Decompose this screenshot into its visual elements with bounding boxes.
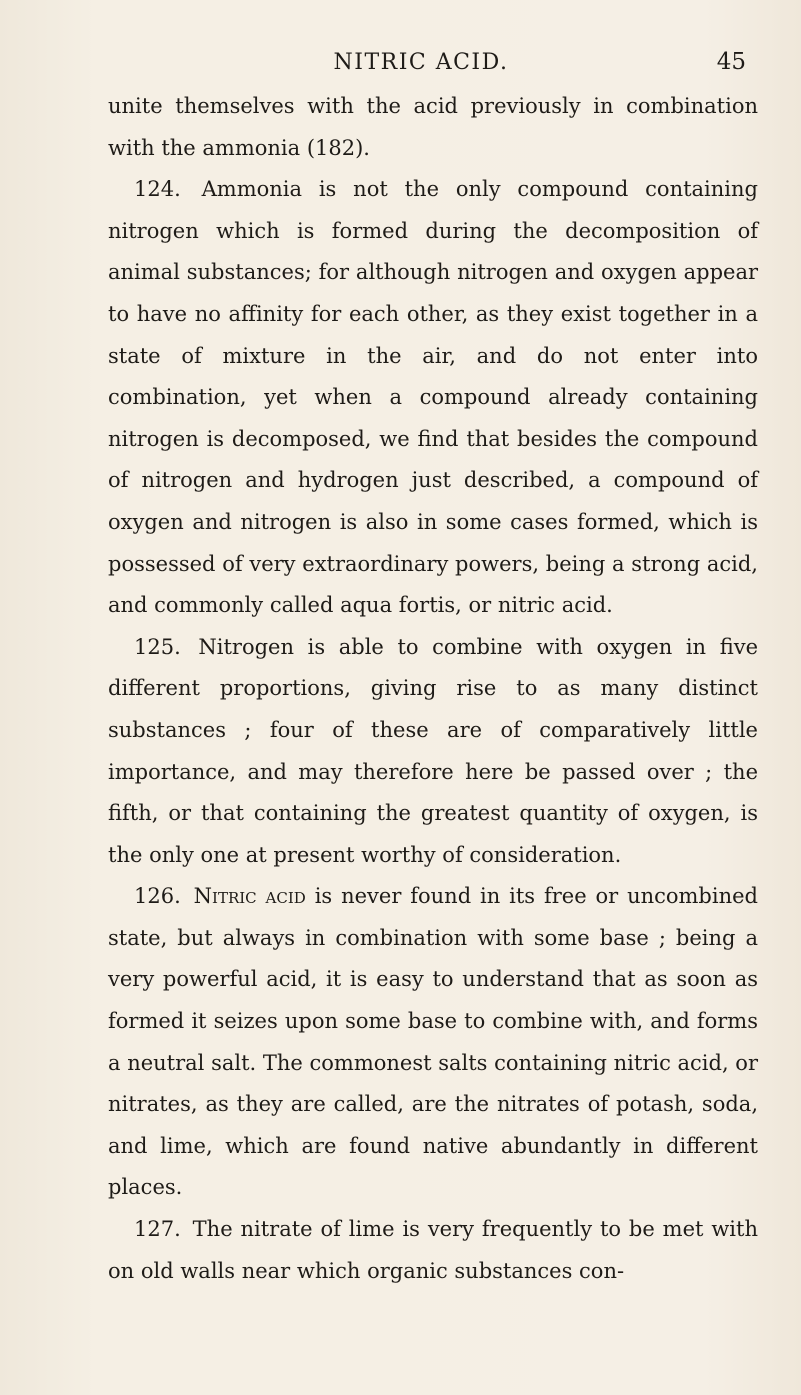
paragraph-text: unite themselves with the acid previously in combination with the ammonia (182). bbox=[108, 94, 758, 160]
paragraph-number: 125. bbox=[134, 634, 181, 659]
paragraph-126 bbox=[108, 876, 758, 1209]
running-title: NITRIC ACID. bbox=[333, 50, 509, 75]
running-head bbox=[96, 50, 746, 82]
paragraph-number: 127. bbox=[134, 1217, 181, 1242]
paragraph-term: Nitric acid bbox=[193, 884, 306, 909]
paragraph-125 bbox=[108, 627, 758, 877]
paragraph-number: 124. bbox=[134, 177, 181, 202]
page-number: 45 bbox=[716, 49, 746, 75]
paragraph-text: is never found in its free or uncombined state, but always in combination with some base ; being a very powerful acid, it is easy to understand that as soon as formed it seizes upon some base to combine with, and forms a neutral salt. The commonest salts containing nitric acid, or nitrates, as they are called, are the nitrates of potash, soda, and lime, which are found native abundantly in different places. bbox=[108, 884, 758, 1200]
paragraph-text: The nitrate of lime is very frequently to be met with on old walls near which organic substances con- bbox=[108, 1217, 758, 1283]
paragraph-127 bbox=[108, 1209, 758, 1292]
paragraph-text: Ammonia is not the only compound containing nitrogen which is formed during the decomposition of animal substances; for although nitrogen and oxygen appear to have no affinity for each other, as they exist together in a state of mixture in the air, and do not enter into combination, yet when a compound already containing nitrogen is decomposed, we find that besides the compound of nitrogen and hydrogen just described, a compound of oxygen and nitrogen is also in some cases formed, which is possessed of very extraordinary powers, being a strong acid, and commonly called aqua fortis, or nitric acid. bbox=[108, 177, 758, 618]
paragraph-continued bbox=[108, 86, 758, 169]
paragraph-text: Nitrogen is able to combine with oxygen in five different proportions, giving rise to as many distinct substances ; four of these are of comparatively little importance, and may therefore here be passed over ; the fifth, or that containing the greatest quantity of oxygen, is the only one at present worthy of consideration. bbox=[108, 634, 758, 867]
paragraph-124 bbox=[108, 169, 758, 627]
body-text bbox=[108, 86, 758, 1292]
paragraph-number: 126. bbox=[134, 884, 181, 909]
